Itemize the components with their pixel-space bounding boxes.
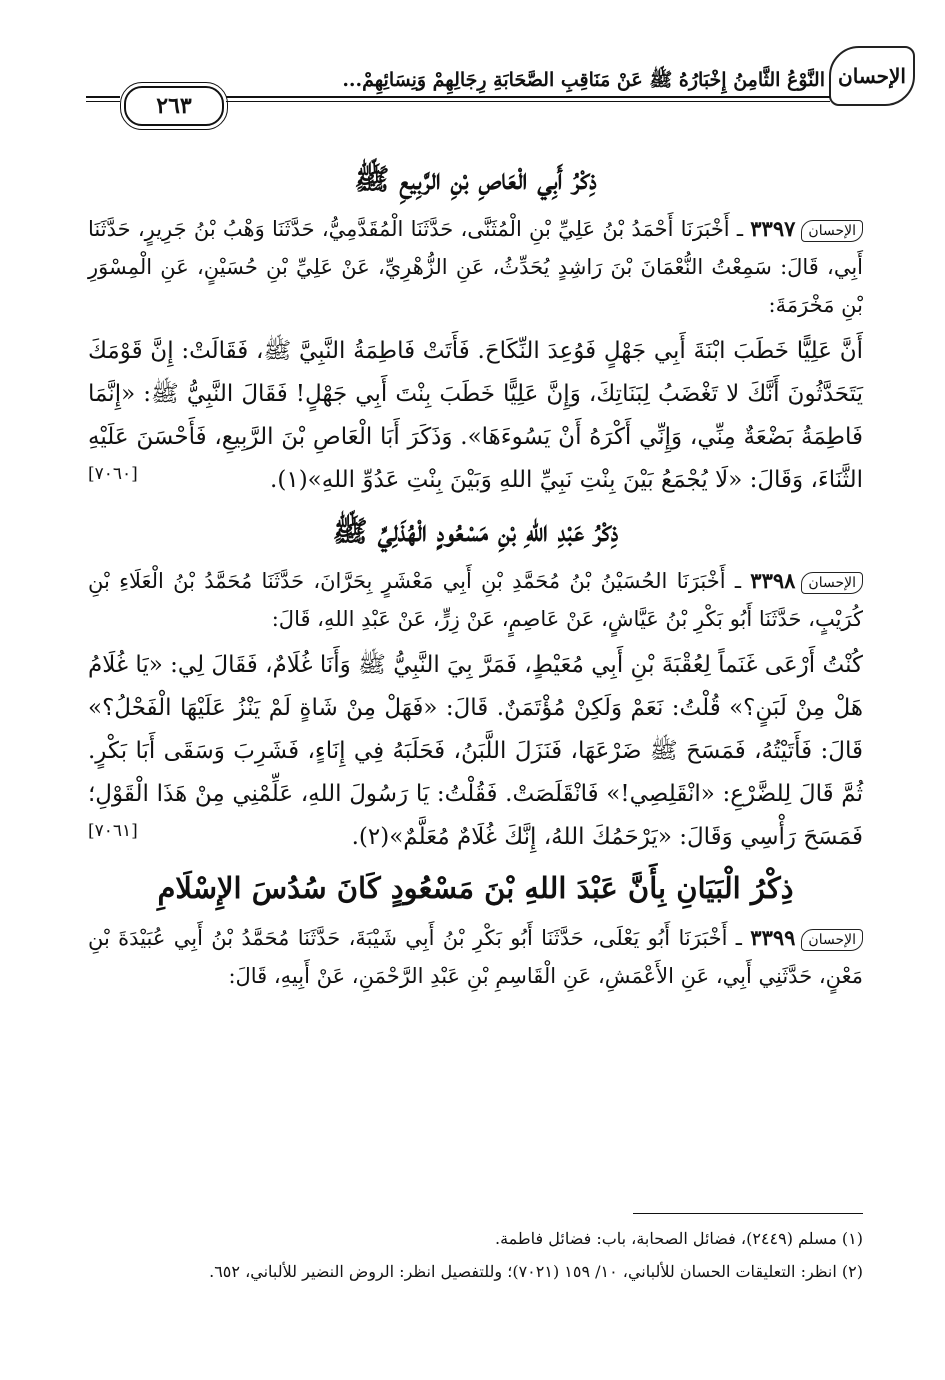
hadith-matn: كُنْتُ أَرْعَى غَنَماً لِعُقْبَةَ بْنِ أَبِي مُعَيْطٍ، فَمَرَّ بِيَ النَّبِيُّ ﷺ وَأَنَا غُلَامٌ، فَقَالَ لِي: «يَا غُلَامُ هَلْ مِنْ لَبَنٍ؟» قُلْتُ: نَعَمْ وَلَكِنْ مُؤْتَمَنٌ. قَالَ: «فَهَلْ مِنْ شَاةٍ لَمْ يَنْزُ عَلَيْهَا الْفَحْلُ؟» قَالَ: فَأَتَيْتُهُ، فَمَسَحَ ﷺ ضَرْعَهَا، فَنَزَلَ اللَّبَنُ، فَحَلَبَهُ فِي إِنَاءٍ، فَشَرِبَ وَسَقَى أَبَا بَكْرٍ. ثُمَّ قَالَ لِلضَّرْعِ: «انْقَلِصِي!» فَانْقَلَصَتْ. فَقُلْتُ: يَا رَسُولَ اللهِ، عَلِّمْنِي مِنْ هَذَا الْقَوْلِ؛ فَمَسَحَ رَأْسِي وَقَالَ: «يَرْحَمُكَ اللهُ، إِنَّكَ غُلَامٌ مُعَلَّمٌ»(٢). (88, 652, 863, 850)
section-title: ذِكْرُ أَبِي الْعَاصِ بْنِ الرَّبِيعِ ﷺ (354, 162, 597, 196)
book-emblem: الإحسان (829, 46, 915, 106)
hadith-reference: [٧٠٦١] (88, 821, 138, 841)
ihsan-marker: الإحسان (801, 929, 863, 951)
isnad-text: ـ أَخْبَرَنَا أَبُو يَعْلَى، حَدَّثَنَا أَبُو بَكْرِ بْنُ أَبِي شَيْبَةَ، حَدَّثَنَا مُحَمَّدُ بْنُ أَبِي عُبَيْدَةَ بْنِ مَعْنٍ، حَدَّثَنِي أَبِي، عَنِ الأَعْمَشِ، عَنِ الْقَاسِمِ بْنِ عَبْدِ الرَّحْمَنِ، عَنْ أَبِيهِ، قَالَ: (88, 926, 863, 988)
section-title: ذِكْرُ الْبَيَانِ بِأَنَّ عَبْدَ اللهِ بْنَ مَسْعُودٍ كَانَ سُدُسَ الإِسْلَامِ (157, 871, 794, 905)
footnote: (٢) انظر: التعليقات الحسان للألباني، ١٠/ ١٥٩ (٧٠٢١)؛ وللتفصيل انظر: الروض النضير للألباني، ٦٥٢. (209, 1262, 863, 1281)
running-title: النَّوْعُ الثَّامِنُ إِخْبَارُهُ ﷺ عَنْ مَنَاقِبِ الصَّحَابَةِ رِجَالِهِمْ وَنِسَائِهِمْ... (342, 69, 825, 91)
page-number: ٢٦٣ (124, 86, 224, 126)
footnote: (١) مسلم (٢٤٤٩)، فضائل الصحابة، باب: فضائل فاطمة. (495, 1229, 863, 1248)
footnote-separator (633, 1213, 863, 1214)
hadith-isnad (88, 562, 863, 638)
section (88, 502, 863, 850)
hadith-number: ٣٣٩٧ (750, 216, 796, 241)
header-rule (86, 96, 120, 98)
header-rule (86, 101, 120, 102)
hadith-isnad (88, 210, 863, 324)
section (88, 859, 863, 995)
section-title: ذِكْرُ عَبْدِ اللهِ بْنِ مَسْعُودٍ الْهُذَلِيِّ ﷺ (332, 514, 619, 548)
hadith-isnad (88, 919, 863, 995)
hadith-number: ٣٣٩٨ (750, 568, 796, 593)
running-header (86, 38, 915, 118)
header-rule (226, 96, 830, 98)
ihsan-marker: الإحسان (801, 572, 863, 594)
page-content (88, 150, 863, 1013)
ihsan-marker: الإحسان (801, 220, 863, 242)
isnad-text: ـ أَخْبَرَنَا الحُسَيْنُ بْنُ مُحَمَّدِ بْنِ أَبِي مَعْشَرٍ بِحَرَّانَ، حَدَّثَنَا مُحَمَّدُ بْنُ الْعَلَاءِ بْنِ كُرَيْبٍ، حَدَّثَنَا أَبُو بَكْرِ بْنُ عَيَّاشٍ، عَنْ عَاصِمٍ، عَنْ زِرٍّ، عَنْ عَبْدِ اللهِ، قَالَ: (88, 569, 863, 631)
header-rule (226, 101, 830, 102)
hadith-reference: [٧٠٦٠] (88, 464, 138, 484)
isnad-text: ـ أَخْبَرَنَا أَحْمَدُ بْنُ عَلِيِّ بْنِ الْمُثَنَّى، حَدَّثَنَا الْمُقَدَّمِيُّ، حَدَّثَنَا وَهْبُ بْنُ جَرِيرٍ، حَدَّثَنَا أَبِي، قَالَ: سَمِعْتُ النُّعْمَانَ بْنَ رَاشِدٍ يُحَدِّثُ، عَنِ الزُّهْرِيِّ، عَنْ عَلِيِّ بْنِ حُسَيْنٍ، عَنِ الْمِسْوَرِ بْنِ مَخْرَمَةَ: (88, 217, 863, 317)
footnotes (88, 1222, 863, 1288)
hadith-matn: أَنَّ عَلِيًّا خَطَبَ ابْنَةَ أَبِي جَهْلٍ فَوُعِدَ النِّكَاحَ. فَأَتَتْ فَاطِمَةُ النَّبِيَّ ﷺ، فَقَالَتْ: إِنَّ قَوْمَكَ يَتَحَدَّثُونَ أَنَّكَ لا تَغْضَبُ لِبَنَاتِكَ، وَإِنَّ عَلِيًّا خَطَبَ بِنْتَ أَبِي جَهْلٍ! فَقَالَ النَّبِيُّ ﷺ: «إِنَّمَا فَاطِمَةُ بَضْعَةٌ مِنِّي، وَإِنِّي أَكْرَهُ أَنْ يَسُوءَهَا». وَذَكَرَ أَبَا الْعَاصِ بْنَ الرَّبِيعِ، فَأَحْسَنَ عَلَيْهِ الثَّنَاءَ، وَقَالَ: «لَا يُجْمَعُ بَيْنَ بِنْتِ نَبِيِّ اللهِ وَبَيْنَ بِنْتِ عَدُوِّ اللهِ»(١). (88, 338, 863, 493)
hadith-number: ٣٣٩٩ (750, 925, 796, 950)
section (88, 150, 863, 493)
